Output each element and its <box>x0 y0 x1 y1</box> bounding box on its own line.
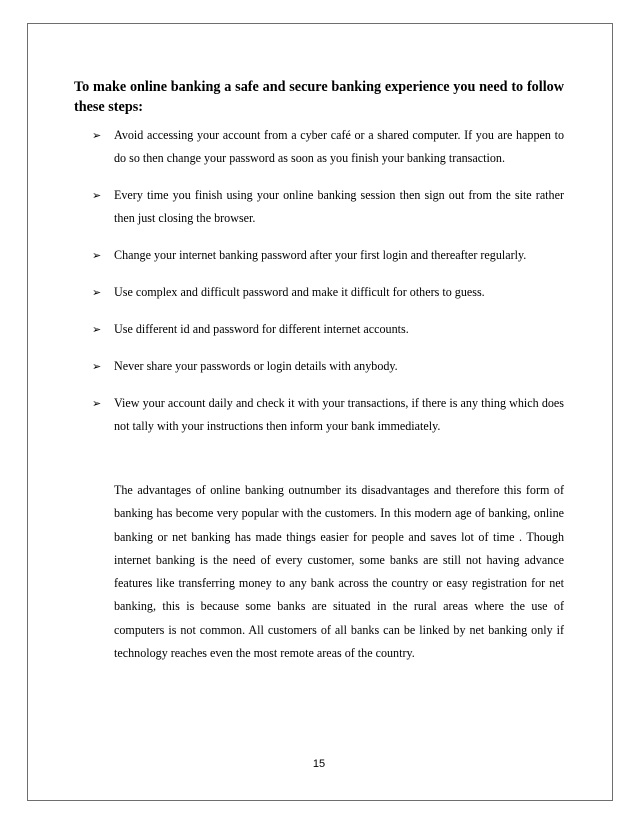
arrow-bullet-icon: ➢ <box>92 360 102 373</box>
advantages-paragraph: The advantages of online banking outnumber its disadvantages and therefore this form of banking has become very popular with the customers. In this modern age of banking, online banking or net banking has made things easier for people and saves lot of time . Though internet banking is the need of every customer, some banks are still not having advance features like transferring money to any bank across the country or easy registration for net banking, this is because some banks are situated in the rural areas where the use of computers is not common. All customers of all banks can be linked by net banking only if technology reaches even the most remote areas of the country. <box>114 483 564 661</box>
section-heading: To make online banking a safe and secure banking experience you need to follow these steps: <box>74 79 564 115</box>
list-item <box>92 244 564 267</box>
arrow-bullet-icon: ➢ <box>92 286 102 299</box>
arrow-bullet-icon: ➢ <box>92 129 102 142</box>
arrow-bullet-icon: ➢ <box>92 397 102 410</box>
list-item <box>92 184 564 230</box>
step-text: Use complex and difficult password and make it difficult for others to guess. <box>114 285 485 299</box>
step-text: Use different id and password for different internet accounts. <box>114 322 409 336</box>
step-text: View your account daily and check it with your transactions, if there is any thing which does not tally with your instructions then inform your bank immediately. <box>114 396 564 433</box>
step-text: Change your internet banking password after your first login and thereafter regularly. <box>114 248 527 262</box>
arrow-bullet-icon: ➢ <box>92 189 102 202</box>
step-text: Avoid accessing your account from a cyber café or a shared computer. If you are happen to do so then change your password as soon as you finish your banking transaction. <box>114 128 564 165</box>
list-item <box>92 355 564 378</box>
arrow-bullet-icon: ➢ <box>92 249 102 262</box>
list-item <box>92 281 564 304</box>
list-item <box>92 124 564 170</box>
list-item <box>92 392 564 438</box>
step-text: Every time you finish using your online banking session then sign out from the site rather then just closing the browser. <box>114 188 564 225</box>
arrow-bullet-icon: ➢ <box>92 323 102 336</box>
list-item <box>92 318 564 341</box>
page-number: 15 <box>312 758 326 770</box>
safety-steps-list <box>92 124 564 452</box>
step-text: Never share your passwords or login details with anybody. <box>114 359 398 373</box>
